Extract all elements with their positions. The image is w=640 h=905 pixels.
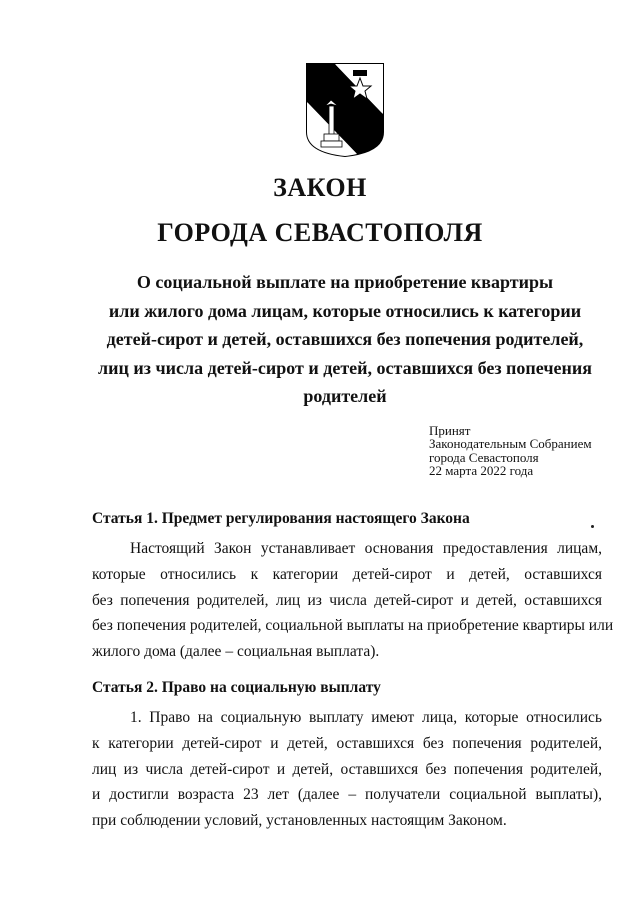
scan-speck bbox=[591, 525, 594, 528]
adoption-line: города Севастополя bbox=[429, 449, 539, 465]
paragraph-line: которые относились к категории детей-сирот и детей, оставшихся bbox=[92, 565, 602, 583]
paragraph-line: и достигли возраста 23 лет (далее – получатели социальной выплаты), bbox=[92, 786, 602, 804]
paragraph-line: к категории детей-сирот и детей, оставшихся без попечения родителей, bbox=[92, 734, 602, 752]
adoption-line: Законодательным Собранием bbox=[429, 436, 592, 452]
paragraph-line: 1. Право на социальную выплату имеют лица, которые относились bbox=[130, 709, 602, 726]
city-title: ГОРОДА СЕВАСТОПОЛЯ bbox=[157, 218, 483, 247]
paragraph-line: лиц из числа детей-сирот и детей, оставшихся без попечения родителей, bbox=[92, 760, 602, 778]
subject-line: лиц из числа детей-сирот и детей, оставшихся без попечения bbox=[98, 357, 592, 378]
subject-line: родителей bbox=[303, 386, 387, 407]
article-2-heading: Статья 2. Право на социальную выплату bbox=[92, 679, 381, 696]
adoption-date: 22 марта 2022 года bbox=[429, 463, 534, 479]
subject-line: детей-сирот и детей, оставшихся без попечения родителей, bbox=[106, 329, 584, 350]
subject-line: О социальной выплате на приобретение квартиры bbox=[136, 272, 554, 292]
subject-line: или жилого дома лицам, которые относились к категории bbox=[108, 300, 582, 321]
sevastopol-coat-of-arms-icon bbox=[305, 62, 385, 158]
paragraph-line: без попечения родителей, социальной выплаты на приобретение квартиры или bbox=[92, 617, 614, 635]
paragraph-line: без попечения родителей, лиц из числа детей-сирот и детей, оставшихся bbox=[92, 591, 602, 609]
paragraph-line: жилого дома (далее – социальная выплата). bbox=[92, 643, 380, 661]
adoption-block bbox=[429, 424, 592, 478]
paragraph-line: при соблюдении условий, установленных настоящим Законом. bbox=[92, 812, 507, 830]
article-2-paragraph bbox=[92, 705, 602, 834]
law-title: ЗАКОН bbox=[273, 173, 367, 202]
law-subject bbox=[80, 268, 610, 411]
article-1-heading: Статья 1. Предмет регулирования настоящего Закона bbox=[92, 510, 470, 527]
adoption-line: Принят bbox=[429, 423, 471, 438]
article-1-paragraph bbox=[92, 536, 614, 665]
paragraph-line: Настоящий Закон устанавливает основания предоставления лицам, bbox=[130, 540, 602, 557]
